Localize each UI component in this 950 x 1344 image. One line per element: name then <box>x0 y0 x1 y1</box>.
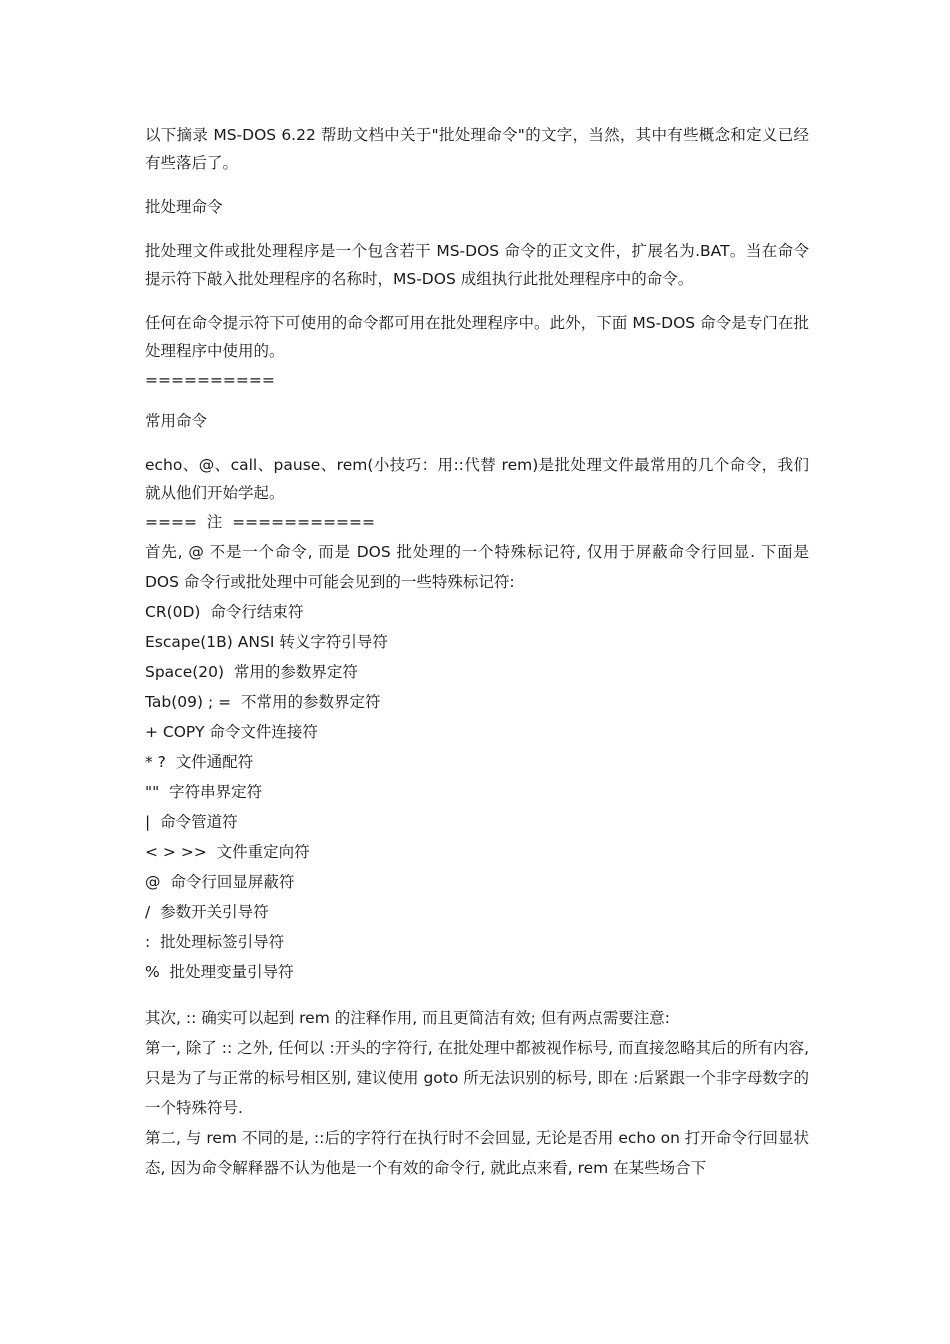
separator-line: ========== <box>145 371 275 389</box>
heading-common-commands: 常用命令 <box>145 412 208 430</box>
list-item: Space(20) 常用的参数界定符 <box>145 663 358 681</box>
list-item: / 参数开关引导符 <box>145 903 269 921</box>
list-item: * ? 文件通配符 <box>145 753 254 771</box>
intro-paragraph: 以下摘录 MS-DOS 6.22 帮助文档中关于"批处理命令"的文字，当然，其中有些概念和定义已经有些落后了。 <box>145 126 809 172</box>
colon-comment-paragraph: 其次, :: 确实可以起到 rem 的注释作用, 而且更简洁有效; 但有两点需要注意: <box>145 1009 670 1027</box>
document-body <box>145 121 809 1183</box>
special-symbols-intro-paragraph: 首先, @ 不是一个命令, 而是 DOS 批处理的一个特殊标记符, 仅用于屏蔽命令行回显. 下面是 DOS 命令行或批处理中可能会见到的一些特殊标记符: <box>145 543 809 591</box>
batch-file-definition-paragraph: 批处理文件或批处理程序是一个包含若干 MS-DOS 命令的正文文件，扩展名为.BAT。当在命令提示符下敲入批处理程序的名称时，MS-DOS 成组执行此批处理程序中的命令。 <box>145 242 809 288</box>
note-header: ==== 注 =========== <box>145 513 376 531</box>
list-item: | 命令管道符 <box>145 813 238 831</box>
batch-usage-paragraph: 任何在命令提示符下可使用的命令都可用在批处理程序中。此外，下面 MS-DOS 命令是专门在批处理程序中使用的。 <box>145 314 809 360</box>
list-item: % 批处理变量引导符 <box>145 963 294 981</box>
list-item: @ 命令行回显屏蔽符 <box>145 873 295 891</box>
list-item: < > >> 文件重定向符 <box>145 843 310 861</box>
first-point-paragraph: 第一, 除了 :: 之外, 任何以 :开头的字符行, 在批处理中都被视作标号, 而直接忽略其后的所有内容, 只是为了与正常的标号相区别, 建议使用 goto 所无法识别的标号, 即在 :后紧跟一个非字母数字的一个特殊符号. <box>145 1039 809 1117</box>
list-item: + COPY 命令文件连接符 <box>145 723 318 741</box>
list-item: Escape(1B) ANSI 转义字符引导符 <box>145 633 388 651</box>
list-item: Tab(09) ; = 不常用的参数界定符 <box>145 693 381 711</box>
special-symbols-list <box>145 597 809 987</box>
common-commands-paragraph: echo、@、call、pause、rem(小技巧：用::代替 rem)是批处理文件最常用的几个命令，我们就从他们开始学起。 <box>145 456 809 502</box>
list-item: : 批处理标签引导符 <box>145 933 285 951</box>
list-item: CR(0D) 命令行结束符 <box>145 603 304 621</box>
heading-batch-commands: 批处理命令 <box>145 198 223 216</box>
list-item: "" 字符串界定符 <box>145 783 263 801</box>
second-point-paragraph: 第二, 与 rem 不同的是, ::后的字符行在执行时不会回显, 无论是否用 echo on 打开命令行回显状态, 因为命令解释器不认为他是一个有效的命令行, 就此点来看, rem 在某些场合下 <box>145 1129 809 1177</box>
